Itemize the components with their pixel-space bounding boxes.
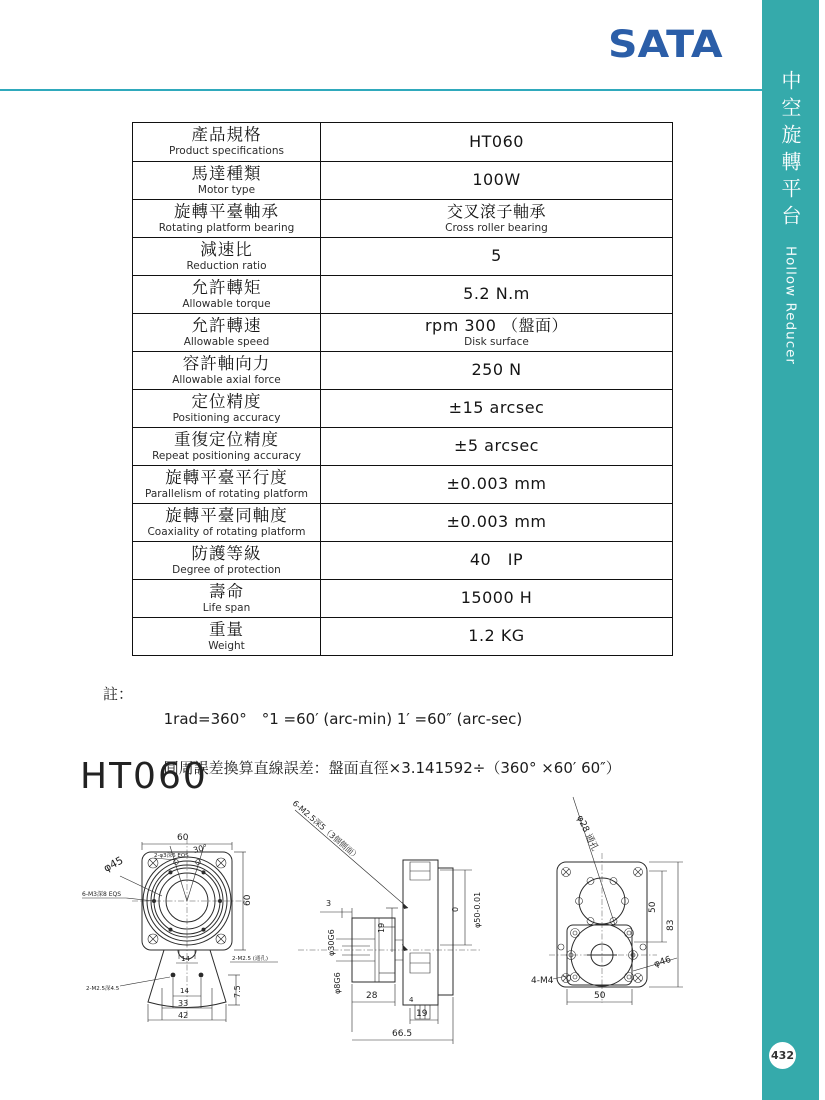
dim-hole-span: 19 (377, 922, 386, 933)
dim-inner-lower: 14 (180, 987, 189, 995)
spec-label-cn: 允許轉速 (191, 315, 262, 335)
dim-side-height: 60 (243, 894, 253, 906)
side-view-drawing (280, 790, 515, 1050)
spec-label-en: Product specifications (169, 145, 284, 158)
dim-flange: 19 (416, 1009, 428, 1019)
label-bolt-circle-dia: φ45 (101, 854, 126, 875)
spec-value: 15000 H (460, 588, 533, 608)
spec-label-en: Weight (208, 639, 245, 652)
spec-label-cn: 旋轉平臺同軸度 (165, 505, 288, 525)
spec-value: 250 N (471, 360, 522, 380)
spec-label-en: Life span (202, 601, 251, 614)
sidebar-title-cn: 中空旋轉平台 (778, 70, 802, 232)
table-row (133, 351, 672, 389)
dim-width: 50 (594, 991, 606, 1001)
dim-small: 4 (409, 996, 414, 1004)
spec-label-en: Allowable axial force (172, 373, 281, 386)
table-row (133, 199, 672, 237)
spec-label-en: Allowable speed (183, 335, 270, 348)
spec-table (132, 122, 673, 656)
spec-value: ±0.003 mm (446, 512, 547, 532)
spec-label-en: Positioning accuracy (172, 411, 281, 424)
table-row (133, 389, 672, 427)
spec-value: ±5 arcsec (454, 436, 539, 456)
dim-plate: 3 (326, 899, 332, 908)
dim-body: 28 (366, 991, 378, 1001)
spec-value: 1.2 KG (468, 626, 525, 646)
label-face-holes: 6-M3深8 EQS (82, 891, 122, 898)
spec-label-cn: 產品規格 (191, 125, 262, 145)
dia-tol-upper: 0 (451, 906, 460, 912)
table-row (133, 275, 672, 313)
model-heading: HT060 (80, 756, 208, 797)
dim-inner-upper: 14 (181, 955, 190, 963)
spec-label-cn: 馬達種類 (191, 163, 262, 183)
spec-label-cn: 旋轉平臺平行度 (165, 467, 288, 487)
spec-value: ±0.003 mm (446, 474, 547, 494)
table-row (133, 237, 672, 275)
dim-top-width: 60 (177, 833, 189, 843)
footnote-prefix: 註： (103, 685, 134, 703)
dim-angle: 30° (192, 842, 209, 855)
spec-label-en: Repeat positioning accuracy (152, 449, 301, 462)
page-number-badge: 432 (769, 1042, 796, 1069)
dim-height: 83 (666, 919, 676, 931)
table-row (133, 123, 672, 161)
label-through-hole: φ28 通孔 (574, 814, 600, 853)
spec-value-sub: Disk surface (464, 335, 529, 348)
spec-value-sub: Cross roller bearing (445, 221, 548, 234)
spec-label-en: Degree of protection (172, 563, 281, 576)
dia-hub: φ30G6 (327, 929, 336, 956)
spec-label-cn: 重量 (209, 619, 244, 639)
spec-label-cn: 減速比 (200, 239, 253, 259)
spec-value: 100W (472, 170, 521, 190)
table-row (133, 161, 672, 199)
table-row (133, 503, 672, 541)
label-bottom-holes: 2-M2.5深4.5 (86, 986, 120, 992)
spec-label-cn: 容許軸向力 (182, 353, 271, 373)
spec-value: 40 IP (469, 550, 524, 570)
front-view-drawing (80, 820, 280, 1040)
table-row (133, 617, 672, 655)
dim-offset: 7.5 (233, 985, 242, 998)
spec-value: 5.2 N.m (463, 284, 530, 304)
spec-value: ±15 arcsec (448, 398, 545, 418)
label-side-holes: 6-M2.5深5（3個側面） (290, 798, 362, 862)
label-side-holes: 2-M2.5 (通孔) (232, 956, 269, 962)
spec-label-en: Allowable torque (182, 297, 271, 310)
dim-mid: 33 (178, 999, 189, 1008)
spec-value: HT060 (469, 131, 524, 151)
header-divider (0, 89, 762, 91)
dim-inner-height: 50 (648, 901, 658, 913)
spec-label-en: Motor type (197, 183, 256, 196)
footnote-line1: 1rad=360° °1 =60′ (arc-min) 1′ =60″ (arc-sec) (163, 709, 523, 728)
table-row (133, 541, 672, 579)
section-sidebar (762, 0, 819, 1100)
sidebar-title-en: Hollow Reducer (782, 246, 799, 365)
dim-bottom: 42 (178, 1011, 189, 1020)
spec-label-cn: 旋轉平臺軸承 (174, 201, 279, 221)
spec-label-cn: 允許轉矩 (191, 277, 262, 297)
table-row (133, 579, 672, 617)
dia-circle: φ46 (652, 954, 673, 970)
spec-label-cn: 重復定位精度 (174, 429, 279, 449)
spec-label-cn: 防護等級 (191, 543, 262, 563)
dia-shaft: φ8G6 (333, 972, 342, 994)
brand-logo: SATA (608, 22, 723, 67)
dia-pilot: φ50-0.01 (473, 891, 482, 928)
spec-label-en: Parallelism of rotating platform (144, 487, 309, 500)
table-row (133, 313, 672, 351)
footnote-line2: 圓周誤差換算直線誤差：盤面直徑×3.141592÷（360° ×60′ 60″） (163, 759, 621, 778)
spec-value: 交叉滾子軸承 (446, 202, 546, 222)
spec-label-en: Coaxiality of rotating platform (147, 525, 306, 538)
spec-label-cn: 定位精度 (191, 391, 262, 411)
rear-view-drawing (525, 795, 720, 1020)
label-top-holes: 2-φ3深6 EQS (154, 853, 189, 859)
table-row (133, 427, 672, 465)
table-row (133, 465, 672, 503)
spec-label-cn: 壽命 (209, 581, 244, 601)
spec-value: 5 (491, 246, 502, 266)
spec-label-en: Reduction ratio (186, 259, 267, 272)
dim-total: 66.5 (392, 1029, 413, 1039)
label-mount-holes: 4-M4 (531, 976, 554, 986)
spec-label-en: Rotating platform bearing (158, 221, 295, 234)
spec-value: rpm 300 （盤面） (424, 316, 569, 336)
